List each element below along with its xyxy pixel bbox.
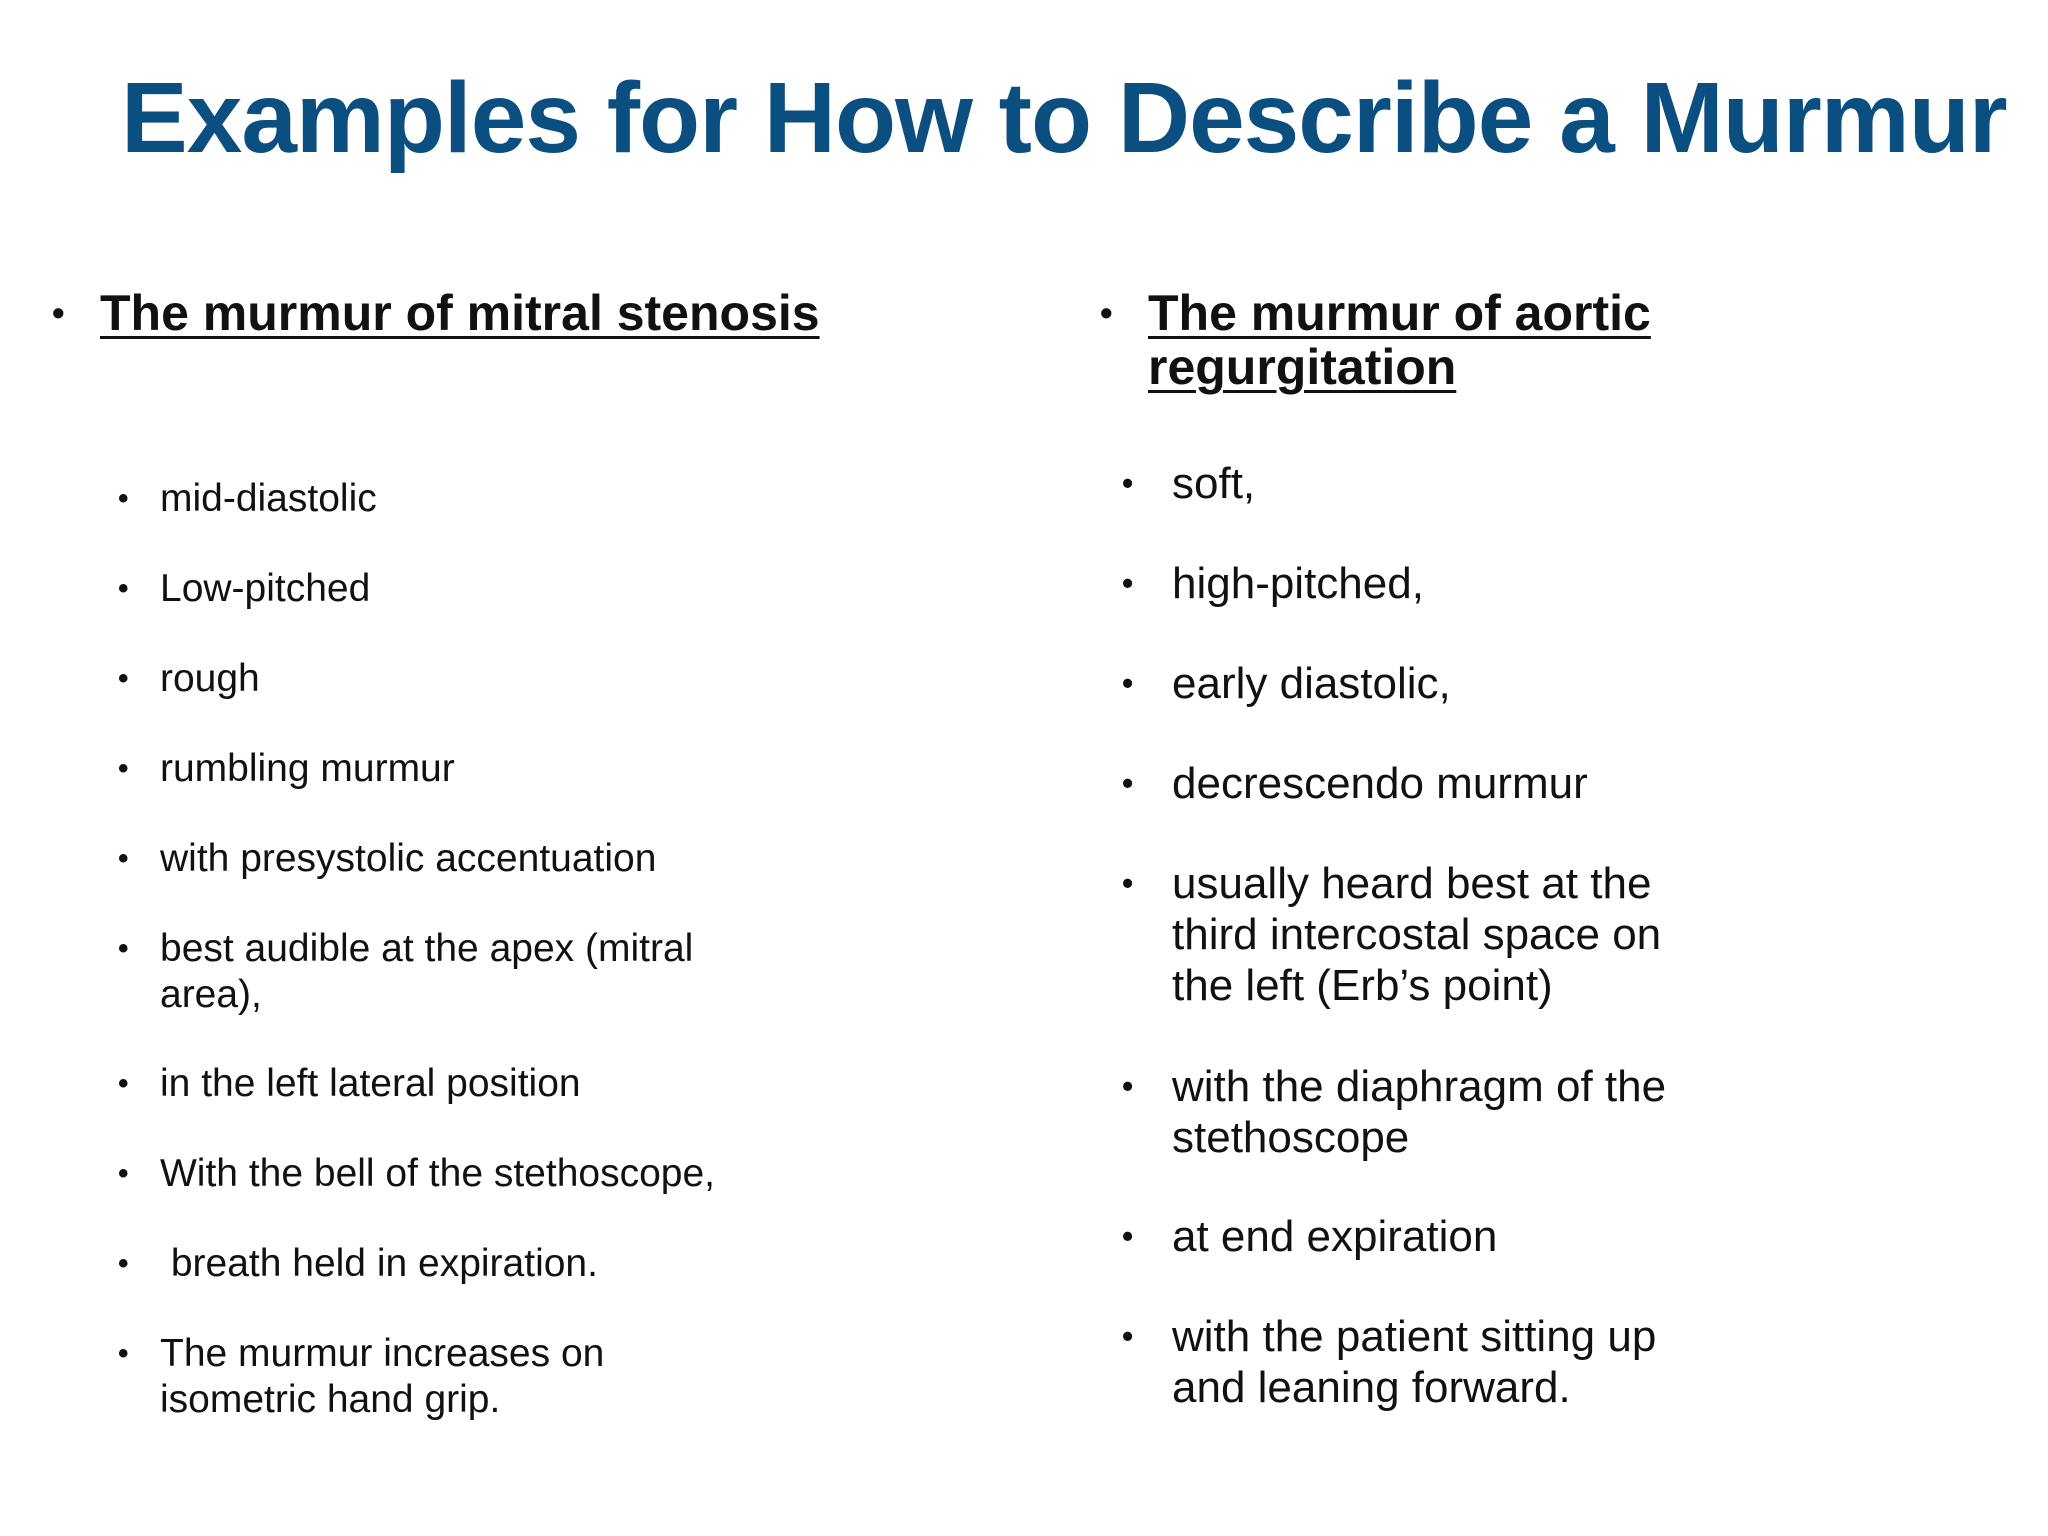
mitral-stenosis-heading: The murmur of mitral stenosis — [100, 285, 820, 341]
list-item — [1122, 1211, 2002, 1262]
left-heading-row — [52, 286, 820, 340]
bullet-icon: • — [52, 292, 65, 333]
list-item — [1122, 658, 2002, 709]
bullet-icon: • — [118, 752, 129, 785]
slide-title: Examples for How to Describe a Murmur — [121, 62, 2007, 174]
list-item — [118, 1331, 878, 1423]
list-item-text: at end expiration — [1172, 1212, 1498, 1261]
list-item-text: With the bell of the stethoscope, — [160, 1152, 715, 1195]
bullet-icon: • — [118, 1157, 129, 1190]
list-item-text: early diastolic, — [1172, 659, 1451, 708]
list-item-text: with the diaphragm of the stethoscope — [1172, 1062, 1667, 1162]
bullet-icon: • — [118, 1067, 129, 1100]
list-item — [1122, 458, 2002, 509]
list-item — [118, 1151, 878, 1197]
list-item-text: Low-pitched — [160, 567, 371, 610]
list-item-text: in the left lateral position — [160, 1062, 581, 1105]
bullet-icon: • — [1122, 1068, 1134, 1104]
list-item-text: usually heard best at the third intercostal space on the left (Erb’s point) — [1172, 859, 1662, 1010]
list-item — [118, 656, 878, 702]
list-item-text: mid-diastolic — [160, 477, 377, 520]
list-item — [1122, 758, 2002, 809]
list-item-text: decrescendo murmur — [1172, 759, 1588, 808]
list-item — [118, 566, 878, 612]
bullet-icon: • — [1122, 465, 1134, 501]
aortic-regurgitation-heading: The murmur of aortic regurgitation — [1148, 285, 1651, 395]
list-item-text: with presystolic accentuation — [160, 837, 657, 880]
list-item-text: rumbling murmur — [160, 747, 455, 790]
bullet-icon: • — [118, 1337, 129, 1370]
bullet-icon: • — [1122, 565, 1134, 601]
list-item — [118, 746, 878, 792]
list-item — [118, 926, 878, 1018]
bullet-icon: • — [118, 482, 129, 515]
list-item — [1122, 1061, 2002, 1163]
list-item-text: high-pitched, — [1172, 559, 1424, 608]
bullet-icon: • — [118, 572, 129, 605]
list-item-text: with the patient sitting up and leaning forward. — [1172, 1312, 1657, 1412]
list-item — [118, 1241, 878, 1287]
bullet-icon: • — [1122, 665, 1134, 701]
list-item-text: The murmur increases on isometric hand grip. — [160, 1332, 605, 1421]
list-item — [118, 1061, 878, 1107]
bullet-icon: • — [1122, 765, 1134, 801]
bullet-icon: • — [1122, 1218, 1134, 1254]
list-item-text: best audible at the apex (mitral area), — [160, 927, 694, 1016]
right-heading-row — [1100, 286, 1768, 394]
list-item — [1122, 1311, 2002, 1413]
bullet-icon: • — [118, 842, 129, 875]
list-item — [1122, 858, 2002, 1011]
bullet-icon: • — [118, 1247, 129, 1280]
list-item-text: rough — [160, 657, 260, 700]
list-item — [1122, 558, 2002, 609]
bullet-icon: • — [1100, 292, 1113, 333]
list-item-text: soft, — [1172, 459, 1256, 508]
bullet-icon: • — [118, 662, 129, 695]
bullet-icon: • — [1122, 865, 1134, 901]
bullet-icon: • — [1122, 1318, 1134, 1354]
list-item-text: breath held in expiration. — [160, 1242, 598, 1285]
bullet-icon: • — [118, 932, 129, 965]
list-item — [118, 836, 878, 882]
list-item — [118, 476, 878, 522]
